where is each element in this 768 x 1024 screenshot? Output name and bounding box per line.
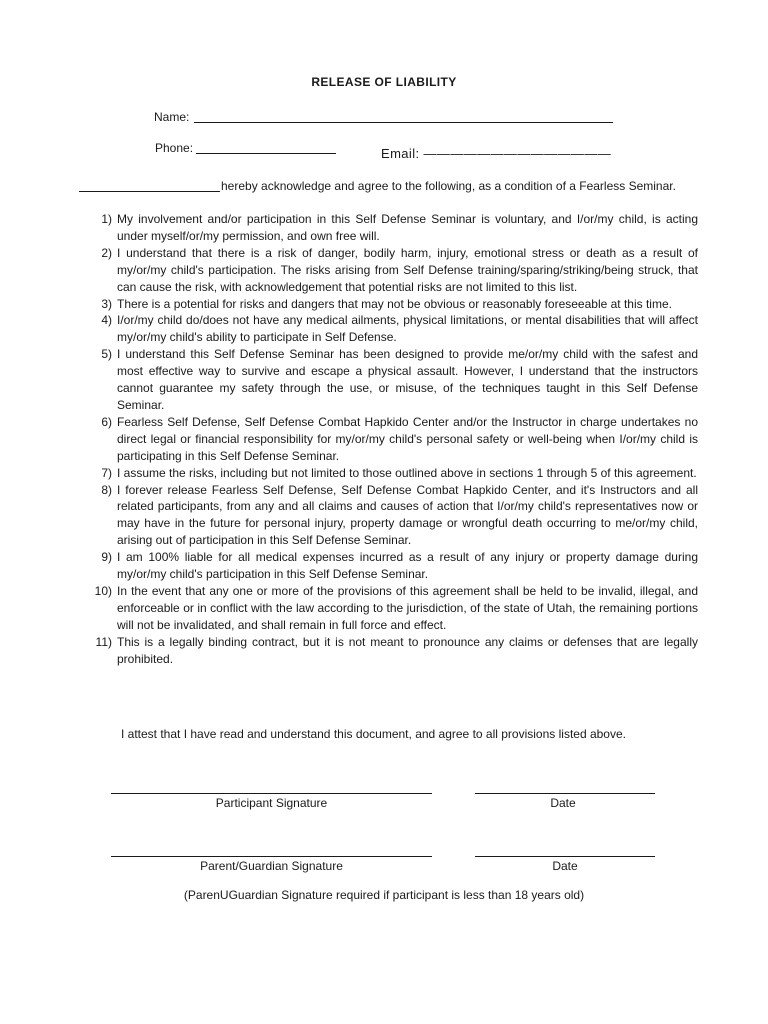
guardian-signature-label: Parent/Guardian Signature	[200, 859, 343, 873]
provision-item	[86, 296, 698, 313]
participant-signature-line[interactable]	[111, 793, 432, 794]
provision-text: This is a legally binding contract, but it is not meant to pronounce any claims or defenses that are legally prohibited.	[117, 634, 698, 666]
provision-number: 3)	[101, 296, 112, 311]
provision-number: 8)	[101, 482, 112, 497]
page-title: RELEASE OF LIABILITY	[311, 75, 457, 89]
provision-number: 11)	[95, 634, 112, 649]
phone-field-line[interactable]	[196, 153, 336, 154]
provision-item	[86, 211, 698, 245]
provision-text: I assume the risks, including but not limited to those outlined above in sections 1 through 5 of this agreement.	[117, 465, 697, 480]
provision-number: 5)	[101, 347, 112, 362]
provision-item	[86, 549, 698, 583]
provision-text: I/or/my child do/does not have any medical ailments, physical limitations, or mental disabilities that will affect my/or/my child's ability to participate in Self Defense.	[117, 313, 698, 345]
provision-number: 10)	[94, 583, 112, 598]
acknowledgement-text: hereby acknowledge and agree to the following, as a condition of a Fearless Seminar.	[221, 179, 676, 193]
provision-item	[86, 482, 698, 550]
email-label[interactable]: Email: ——————————————	[381, 146, 612, 161]
guardian-date-line[interactable]	[475, 856, 655, 857]
provision-item	[86, 583, 698, 634]
attestation-text: I attest that I have read and understand this document, and agree to all provisions listed above.	[121, 727, 626, 741]
provision-item	[86, 346, 698, 414]
provision-number: 1)	[101, 212, 112, 226]
name-label: Name:	[154, 110, 190, 124]
provision-item	[86, 312, 698, 346]
guardian-signature-line[interactable]	[111, 856, 432, 857]
name-field-line[interactable]	[194, 122, 613, 123]
guardian-requirement-note: (ParenUGuardian Signature required if participant is less than 18 years old)	[183, 888, 585, 902]
provision-text: I forever release Fearless Self Defense, Self Defense Combat Hapkido Center, and it's Instructors and all related participants, from any and all claims and causes of action that I/or/my child's representatives now or may have in the future for personal injury, property damage or wrongful death occurring to me/or/my child, arising out of participation in this Self Defense Seminar.	[117, 482, 698, 548]
provision-item	[86, 245, 698, 296]
provision-number: 2)	[101, 245, 112, 260]
provision-text: In the event that any one or more of the provisions of this agreement shall be held to be invalid, illegal, and enforceable or in conflict with the law according to the jurisdiction, of the state of Utah, the remaining portions will not be invalidated, and shall remain in full force and effect.	[117, 583, 698, 632]
participant-name-blank[interactable]	[79, 191, 220, 192]
provision-item	[86, 634, 698, 668]
provision-number: 9)	[101, 550, 112, 565]
participant-date-label: Date	[550, 796, 576, 810]
provision-text: There is a potential for risks and dangers that may not be obvious or reasonably foreseeable at this time.	[117, 296, 672, 311]
participant-signature-label: Participant Signature	[215, 796, 328, 810]
provision-item	[86, 414, 698, 465]
guardian-date-label: Date	[552, 859, 578, 873]
provision-text: I am 100% liable for all medical expenses incurred as a result of any injury or property damage during my/or/my child's participation in this Self Defense Seminar.	[117, 550, 698, 582]
provision-number: 6)	[101, 414, 112, 429]
provision-item	[86, 465, 698, 482]
phone-label: Phone:	[155, 141, 194, 155]
provision-text: Fearless Self Defense, Self Defense Combat Hapkido Center and/or the Instructor in charge undertakes no direct legal or financial responsibility for my/or/my child's personal safety or well-being when I/or/my child is participating in this Self Defense Seminar.	[117, 414, 698, 463]
provision-text: My involvement and/or participation in this Self Defense Seminar is voluntary, and I/or/my child, is acting under myself/or/my permission, and own free will.	[117, 212, 698, 243]
participant-date-line[interactable]	[475, 793, 655, 794]
provision-text: I understand this Self Defense Seminar has been designed to provide me/or/my child with the safest and most effective way to survive and escape a physical assault. However, I understand that the instructors cannot guarantee my safety through the use, or misuse, of the techniques taught in this Self Defense Seminar.	[117, 347, 698, 412]
provision-text: I understand that there is a risk of danger, bodily harm, injury, emotional stress or death as a result of my/or/my child's participation. The risks arising from Self Defense training/sparing/striking/being struck, that can cause the risk, with acknowledgement that potential risks are not limited to this list.	[117, 245, 698, 294]
provision-number: 4)	[101, 313, 112, 328]
provisions-list	[86, 211, 698, 667]
provision-number: 7)	[101, 465, 112, 480]
